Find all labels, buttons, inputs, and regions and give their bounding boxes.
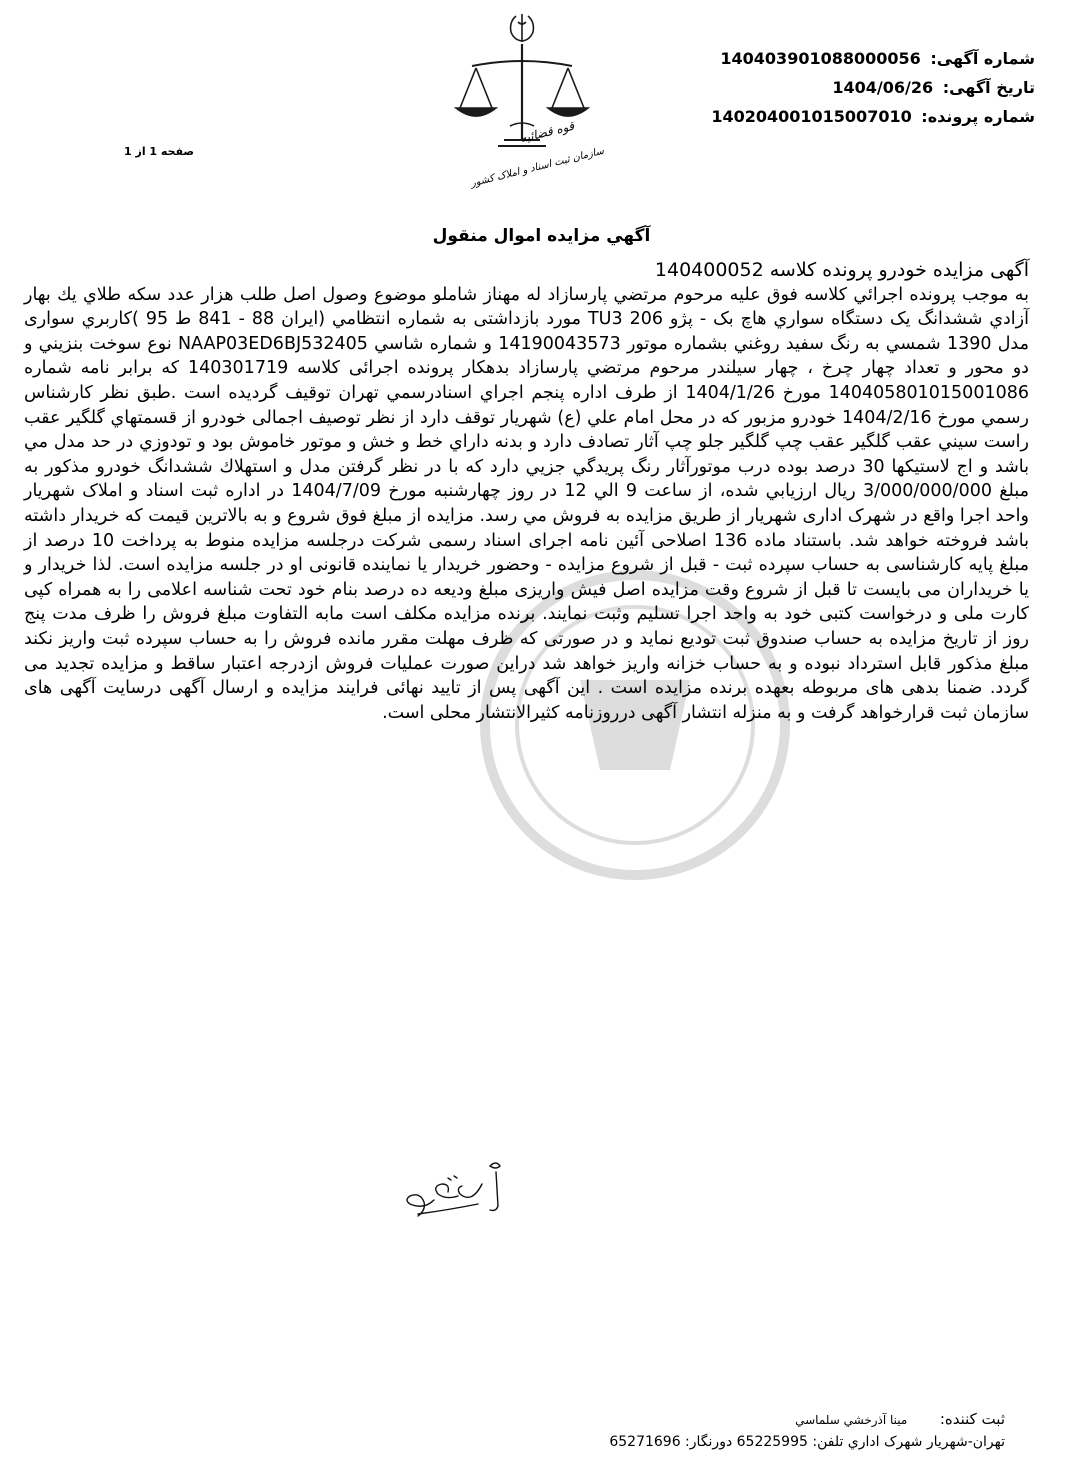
registrar-line: [24, 1410, 1005, 1428]
ad-date-label: تاریخ آگهی:: [942, 78, 1035, 97]
judiciary-emblem-icon: [438, 8, 608, 190]
ad-date-value: 1404/06/26: [832, 78, 934, 97]
notice-body: [24, 258, 1029, 725]
notice-paragraph: به موجب پرونده اجرائي كلاسه فوق عليه مرحوم مرتضي پارسازاد له مهناز شاملو موضوع وصول اصل طلب هزار عدد سکه طلاي يك بهار آزادي ششدانگ يک دستگاه سواري هاچ بک - پژو 206 TU3 مورد بازداشتی به شماره انتظامي (ايران 88 - 841 ط 95 )كاربري سواری مدل 1390 شمسي به رنگ سفيد روغني بشماره موتور 14190043573 و شماره شاسي NAAP03ED6BJ532405 نوع سوخت بنزيني و دو محور و تعداد چهار چرخ ، چهار سيلندر مرحوم مرتضي پارسازاد بدهكار پرونده اجرائی کلاسه 140301719 كه برابر نامه شماره 140405801015001086 مورخ 1404/1/26 از طرف اداره پنجم اجراي اسنادرسمي تهران توقيف گرديده است .طبق نظر كارشناس رسمي مورخ 1404/2/16 خودرو مزبور كه در محل امام علي (ع) شهريار توقف دارد از نظر توصيف اجمالی خودرو از قسمتهاي گلگير عقب راست سيني عقب گلگير عقب چپ گلگير جلو چپ آثار تصادف دارد و بدنه داراي خط و خش و موتور خاموش بود و تودوزي در حد مدل مي باشد و اج لاستيكها 30 درصد بوده درب موتورآثار رنگ پريدگي جزيي دارد كه با در نظر گرفتن مدل و استهلاك ششدانگ خودرو مذكور به مبلغ 3/000/000/000 ريال ارزيابي شده، از ساعت 9 الي 12 در روز چهارشنبه مورخ 1404/7/09 در اداره ثبت اسناد و املاک شهريار واحد اجرا واقع در شهرک اداری شهريار از طريق مزايده به فروش مي رسد. مزایده از مبلغ فوق شروع و به بالاترین قیمت که خریدار داشته باشد فروخته خواهد شد. باستناد ماده 136 اصلاحی آئین نامه اجرای اسناد رسمی شرکت درجلسه مزایده منوط به پرداخت 10 درصد از مبلغ پایه کارشناسی به حساب سپرده ثبت - قبل از شروع مزایده - وحضور خریدار یا نماینده قانونی او در جلسه مزایده است. لذا خریدار و یا خریداران می بایست تا قبل از شروع وقت مزایده اصل فیش واریزی مبلغ ودیعه ده درصد بنام خود تحت شناسه اعلامی را به همراه کپی کارت ملی و درخواست کتبی خود به واحد اجرا تسلیم وثبت نمایند. برنده مزایده مکلف است مابه التفاوت مبلغ فروش را ظرف مدت پنج روز از تاریخ مزایده به حساب صندوق ثبت تودیع نماید و در صورتی که ظرف مهلت مقرر مانده فروش را به حساب سپرده ثبت واریز نکند مبلغ مذکور قابل استرداد نبوده و به حساب خزانه واریز خواهد شد دراین صورت عملیات فروش ازدرجه اعتبار ساقط و مزایده تجدید می گردد. ضمنا بدهی های مربوطه بعهده برنده مزایده است . این آگهی پس از تایید نهائی فرایند مزایده و ارسال آگهی درسایت آگهی های سازمان ثبت قرارخواهد گرفت و به منزله انتشار آگهی درروزنامه کثیرالانتشار محلی است.: [24, 284, 1030, 723]
page-indicator: صفحه 1 از 1: [124, 145, 195, 158]
ad-number-value: 14040390108800005‌6: [720, 49, 921, 68]
registrar-label: ثبت کننده:: [939, 1410, 1005, 1428]
ad-meta-block: [711, 44, 1035, 131]
page-title: آگهي مزايده اموال منقول: [432, 226, 651, 246]
emblem-org-text-1: قوه قضائیه: [518, 118, 576, 146]
case-number-label: شماره پرونده:: [921, 107, 1035, 126]
signature-icon: [398, 1156, 518, 1228]
case-number-value: 140204001015007010: [711, 107, 912, 126]
ad-number-label: شماره آگهی:: [930, 49, 1035, 68]
notice-heading: آگهی مزایده خودرو پرونده کلاسه 140400052: [654, 259, 1029, 281]
emblem-org-text-2: سازمان ثبت اسناد و املاک کشور: [469, 145, 606, 190]
address-line: تهران-شهريار شهرک اداري تلفن: 65225995 دورنگار: 65271696: [609, 1434, 1005, 1450]
ad-number-row: [711, 44, 1035, 73]
case-number-row: [711, 102, 1035, 131]
ad-date-row: [711, 73, 1035, 102]
registrar-name: مينا آذرخشي سلماسي: [795, 1413, 908, 1427]
